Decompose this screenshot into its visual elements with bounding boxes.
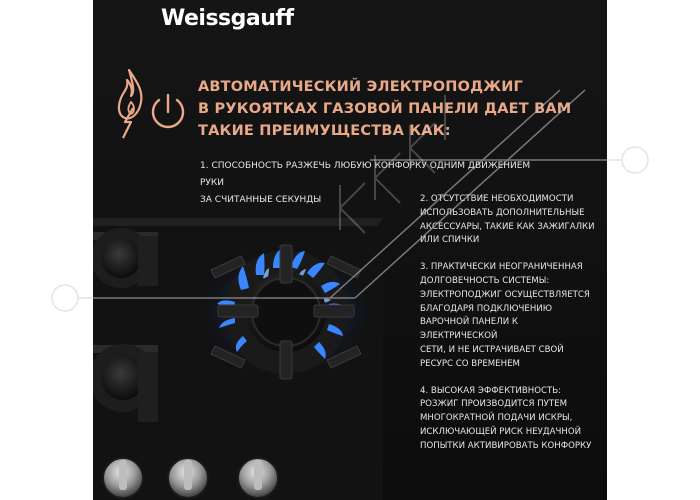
benefit-3-line: СЕТИ, И НЕ ИСТРАЧИВАЕТ СВОЙ	[420, 344, 564, 355]
benefit-3-line: ВАРОЧНОЙ ПАНЕЛИ К ЭЛЕКТРИЧЕСКОЙ	[420, 317, 518, 342]
benefit-4-line: ПОПЫТКИ АКТИВИРОВАТЬ КОНФОРКУ	[420, 440, 592, 451]
benefit-2-line: 2. ОТСУТСТВИЕ НЕОБХОДИМОСТИ	[420, 194, 574, 204]
flame-spark-icon	[115, 68, 147, 140]
benefit-2-line: ИСПОЛЬЗОВАТЬ ДОПОЛНИТЕЛЬНЫЕ	[420, 207, 585, 218]
power-icon	[149, 92, 187, 132]
benefit-3-line: БЛАГОДАРЯ ПОДКЛЮЧЕНИЮ	[420, 303, 552, 314]
benefit-3-line: 3. ПРАКТИЧЕСКИ НЕОГРАНИЧЕННАЯ	[420, 262, 583, 273]
headline-line: В РУКОЯТКАХ ГАЗОВОЙ ПАНЕЛИ ДАЕТ ВАМ	[198, 101, 572, 117]
benefit-2-line: ИЛИ СПИЧКИ	[420, 235, 480, 246]
headline-line: ТАКИЕ ПРЕИМУЩЕСТВА КАК:	[198, 123, 451, 139]
benefit-3	[420, 261, 595, 371]
benefit-3-line: ДОЛГОВЕЧНОСТЬ СИСТЕМЫ:	[420, 275, 550, 286]
right-margin	[607, 0, 700, 500]
benefit-2	[420, 193, 595, 248]
headline	[198, 76, 578, 142]
control-knobs	[103, 458, 278, 498]
benefit-4-line: РОЗЖИГ ПРОИЗВОДИТСЯ ПУТЕМ	[420, 399, 568, 410]
benefits-list	[420, 193, 595, 467]
benefit-4	[420, 385, 595, 454]
burner-left-top	[93, 228, 158, 288]
benefit-2-line: АКСЕССУАРЫ, ТАКИЕ КАК ЗАЖИГАЛКИ	[420, 221, 595, 232]
benefit-1-line: 1. СПОСОБНОСТЬ РАЗЖЕЧЬ ЛЮБУЮ КОНФОРКУ ОДНИМ ДВИЖЕНИЕМ РУКИ	[200, 161, 531, 188]
benefit-3-line: ЭЛЕКТРОПОДЖИГ ОСУЩЕСТВЛЯЕТСЯ	[420, 289, 590, 300]
lit-burner	[191, 242, 381, 382]
benefit-3-line: РЕСУРС СО ВРЕМЕНЕМ	[420, 358, 520, 369]
benefit-4-line: 4. ВЫСОКАЯ ЭФФЕКТИВНОСТЬ:	[420, 385, 562, 396]
left-margin	[0, 0, 93, 500]
headline-line: АВТОМАТИЧЕСКИЙ ЭЛЕКТРОПОДЖИГ	[198, 79, 523, 95]
benefit-4-line: МНОГОКРАТНОЙ ПОДАЧИ ИСКРЫ,	[420, 413, 573, 424]
product-banner	[93, 0, 607, 500]
benefit-4-line: ИСКЛЮЧАЮЩЕЙ РИСК НЕУДАЧНОЙ	[420, 426, 582, 437]
brand-logo: Weissgauff	[161, 6, 294, 31]
benefit-1-line: ЗА СЧИТАННЫЕ СЕКУНДЫ	[200, 195, 322, 205]
